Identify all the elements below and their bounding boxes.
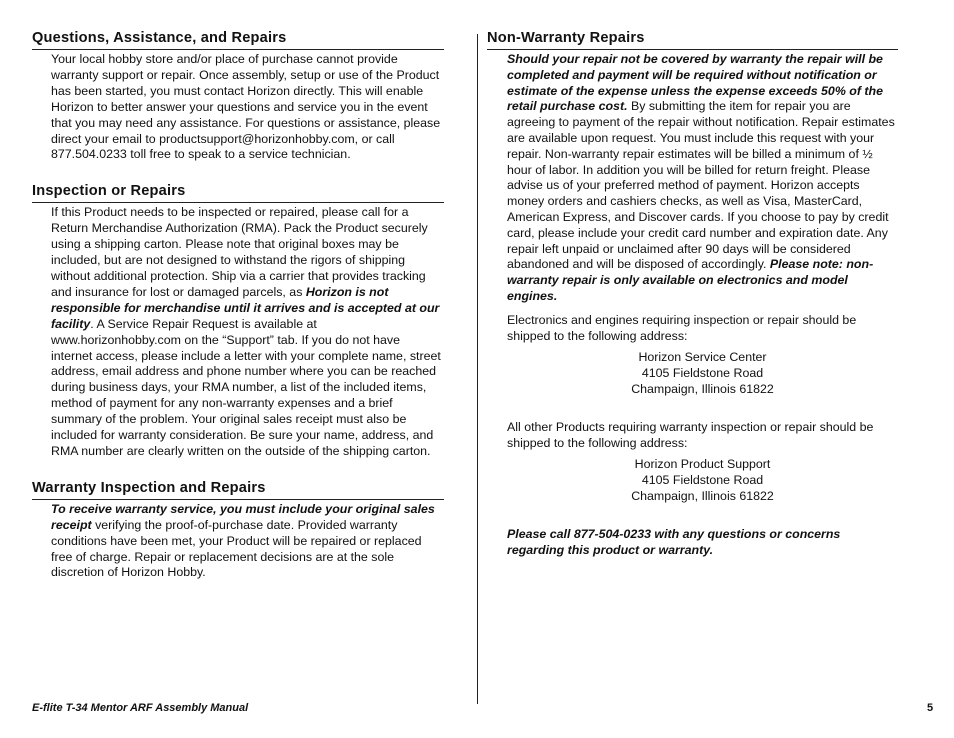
inspection-text-a: If this Product needs to be inspected or repaired, please call for a Return Merchandise Authorization (RMA). Pack the Product securely using a shipping carton. Please note that original boxes may be included, but are not designed to withstand the rigors of shipping without additional protection. Ship via a carrier that provides tracking and insurance for lost or damaged parcels, as xyxy=(51,205,428,299)
inspection-text xyxy=(51,205,444,460)
address-line: Champaign, Illinois 61822 xyxy=(631,488,774,503)
column-divider xyxy=(477,34,478,704)
inspection-text-emphasis: Horizon is not responsible for merchandise until it arrives and is accepted at our facility xyxy=(51,284,440,331)
questions-heading: Questions, Assistance, and Repairs xyxy=(32,28,444,50)
non-warranty-note: Please note: non-warranty repair is only available on electronics and model engines. xyxy=(507,257,874,303)
inspection-section xyxy=(32,181,444,460)
non-warranty-text xyxy=(507,52,898,305)
non-warranty-heading: Non-Warranty Repairs xyxy=(487,28,898,50)
address-line: Horizon Product Support xyxy=(634,457,771,472)
address-line: Champaign, Illinois 61822 xyxy=(631,381,774,396)
product-support-address xyxy=(507,457,898,504)
other-products-text: All other Products requiring warranty inspection or repair should be shipped to the following address: xyxy=(507,419,874,450)
address-line: 4105 Fieldstone Road xyxy=(641,366,764,381)
electronics-text: Electronics and engines requiring inspection or repair should be shipped to the following address: xyxy=(507,312,857,343)
questions-section xyxy=(32,28,444,163)
left-column xyxy=(32,28,444,599)
warranty-text xyxy=(51,502,444,582)
warranty-text-emphasis: To receive warranty service, you must include your original sales receipt xyxy=(51,501,435,532)
inspection-heading: Inspection or Repairs xyxy=(32,181,444,203)
questions-text: Your local hobby store and/or place of purchase cannot provide warranty support or repair. Once assembly, setup or use of the Product has been started, you must contact Horizon directly. This will enable Horizon to better answer your questions and service you in the event that you may need any assistance. For questions or assistance, please direct your email to productsupport@horizonhobby.com, or call 877.504.0233 toll free to speak to a service technician. xyxy=(51,52,441,162)
warranty-heading: Warranty Inspection and Repairs xyxy=(32,478,444,500)
footer-manual-title: E-flite T-34 Mentor ARF Assembly Manual xyxy=(32,702,249,714)
warranty-text-b: verifying the proof-of-purchase date. Provided warranty conditions have been met, your Product will be repaired or replaced free of charge. Repair or replacement decisions are at the sole discretion of Horizon Hobby. xyxy=(51,517,422,580)
address-line: Horizon Service Center xyxy=(638,350,767,365)
service-center-address xyxy=(507,350,898,397)
inspection-text-b: . A Service Repair Request is available at www.horizonhobby.com on the “Support” tab. If you do not have internet access, please include a letter with your complete name, street address, email address and phone number where you can be reached during business days, your RMA number, a list of the included items, method of payment for any non-warranty expenses and a brief summary of the problem. Your original sales receipt must also be included for warranty consideration. Be sure your name, address, and RMA number are clearly written on the outside of the shipping carton. xyxy=(51,316,441,458)
address-line: 4105 Fieldstone Road xyxy=(641,473,764,488)
warranty-section xyxy=(32,478,444,582)
closing-note: Please call 877-504-0233 with any questions or concerns regarding this product or warranty. xyxy=(507,526,841,557)
page-number: 5 xyxy=(927,702,934,714)
non-warranty-text-emphasis: Should your repair not be covered by warranty the repair will be completed and payment will be required without notification or estimate of the expense unless the expense exceeds 50% of the retail purchase cost. xyxy=(507,52,884,114)
non-warranty-text-b: By submitting the item for repair you are agreeing to payment of the repair without notification. Repair estimates are available upon request. You must include this request with your repair. Non-warranty repair estimates will be billed a minimum of ½ hour of labor. In addition you will be billed for return freight. Please advise us of your preferred method of payment. Horizon accepts money orders and cashiers checks, as well as Visa, MasterCard, American Express, and Discover cards. If you choose to pay by credit card, please include your credit card number and expiration date. Any repair left unpaid or unclaimed after 90 days will be considered abandoned and will be disposed of accordingly. xyxy=(507,99,895,272)
right-column xyxy=(487,28,898,558)
